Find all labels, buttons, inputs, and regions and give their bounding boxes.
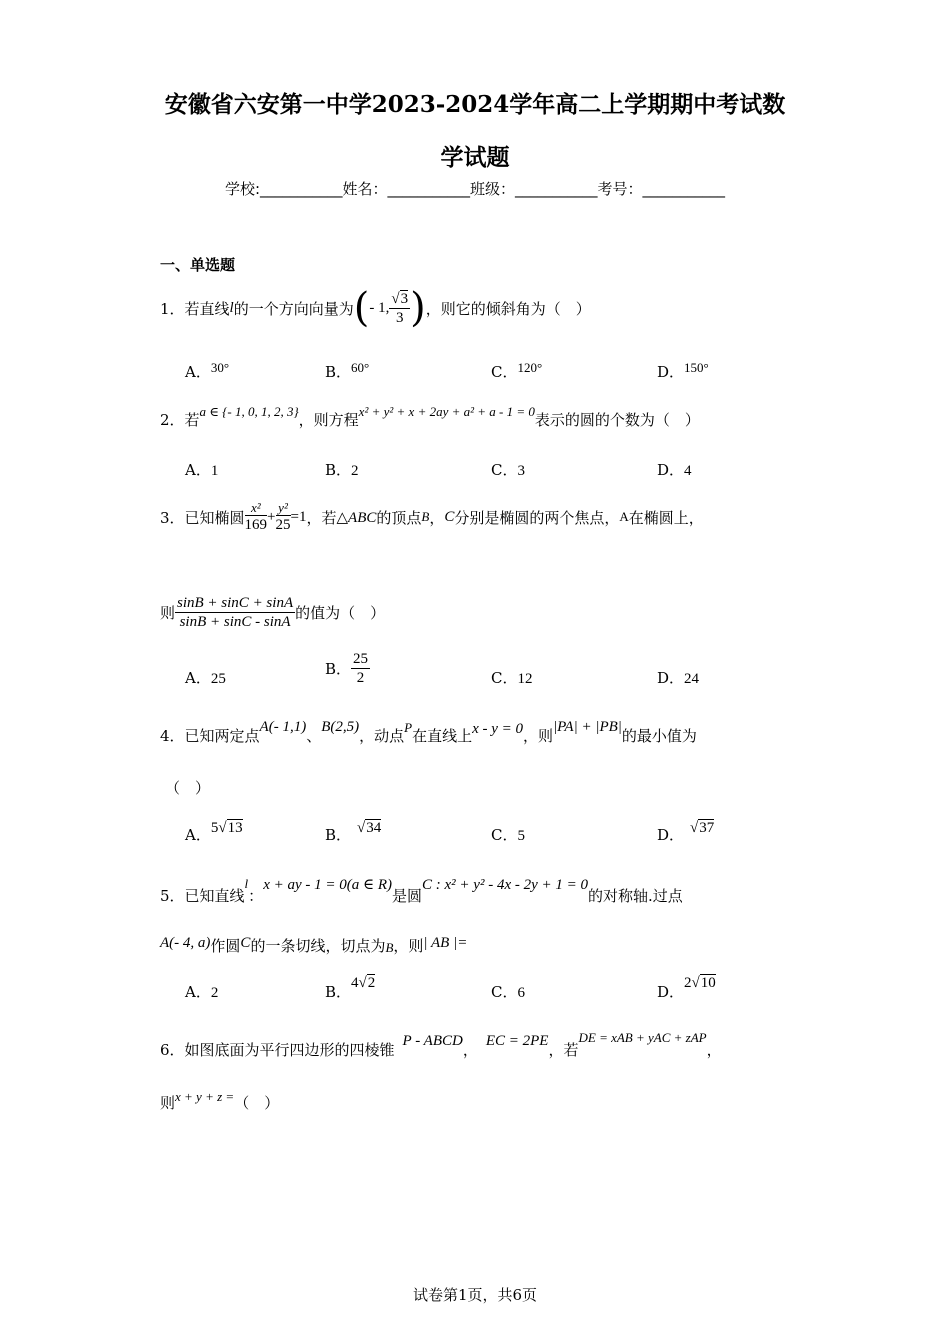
q3-option-d-label: D．	[657, 669, 685, 687]
q4-option-a-coef: 5	[210, 820, 219, 836]
q5-colon: ：	[248, 887, 264, 905]
q6-pyramid: P - ABCD	[402, 1033, 463, 1049]
q2-equation: x² + y² + x + 2ay + a² + a - 1 = 0	[358, 404, 535, 419]
q4-text-d: ，则	[523, 727, 554, 745]
q1-vector-first: - 1,	[369, 299, 390, 316]
q2-text-b: ，则方程	[298, 411, 359, 429]
q5-text-c: 的对称轴.过点	[588, 887, 683, 905]
q3-option-b-num: 25	[353, 651, 369, 667]
q5-point-b: B	[385, 940, 394, 955]
q1-option-c-label: C．	[491, 363, 518, 381]
q4-text-c: 在直线上	[412, 727, 473, 745]
q1-vector-den: 3	[395, 309, 404, 326]
q1-option-a-label: A．	[185, 363, 211, 381]
q3-option-a-value: 25	[210, 671, 226, 687]
q5-option-d-coef: 2	[684, 975, 692, 991]
q6-text-b: ，若	[548, 1041, 579, 1059]
q4-option-d: D． √37	[657, 820, 715, 844]
q3-text-d: 分别是椭圆的两个焦点，	[454, 508, 620, 527]
q5-option-d: D．2√10	[657, 975, 716, 1001]
question-1-stem	[160, 284, 591, 332]
q3-option-c-value: 12	[517, 671, 533, 687]
q3-option-a-label: A．	[185, 669, 211, 687]
q5-option-b-coef: 4	[351, 975, 359, 991]
q1-option-a	[185, 360, 229, 382]
q3-vertex-a: A	[619, 509, 629, 524]
q5-line-eq: x + ay - 1 = 0(a ∈ R)	[263, 877, 392, 893]
question-3-line-2	[160, 588, 385, 636]
q1-option-a-value: 30°	[210, 360, 230, 375]
q6-comma-2: ，	[706, 1041, 722, 1059]
title-line-2: 学试题	[440, 144, 510, 171]
q5-option-c-value: 6	[517, 985, 525, 1001]
q3-option-b	[325, 650, 370, 687]
q4-sep: 、	[306, 727, 322, 745]
q2-option-d-value: 4	[684, 463, 692, 479]
q1-text-b: 的一个方向向量为	[233, 299, 354, 318]
q4-point-b: B(2,5)	[321, 719, 360, 735]
q3-ellipse-d2: 25	[275, 517, 291, 534]
q3-ellipse-n1: x²	[245, 500, 268, 517]
q3-ratio-den: sinB + sinC - sinA	[179, 613, 291, 630]
q3-text-a: 3．已知椭圆	[160, 508, 245, 527]
q3-vertex-c: C	[444, 508, 455, 525]
q5-text-f: ，则	[393, 937, 424, 955]
q4-distance-sum: |PA| + |PB|	[553, 719, 622, 735]
q1-text-a: 1．若直线	[160, 299, 230, 318]
q3-triangle: △ABC	[336, 509, 377, 526]
q2-option-b	[325, 459, 359, 480]
q4-option-d-label: D．	[657, 826, 685, 844]
q3-then: 则	[160, 603, 176, 622]
q5-option-b-rad: 2	[367, 975, 376, 991]
q5-option-c	[491, 981, 525, 1002]
q2-option-b-value: 2	[351, 463, 359, 479]
q4-text-b: ，动点	[359, 727, 405, 745]
q3-ellipse-d1: 169	[244, 517, 268, 534]
q3-ellipse-plus: +	[267, 508, 276, 525]
q6-comma-1: ，	[462, 1041, 478, 1059]
q4-point-a: A(- 1,1)	[259, 719, 307, 735]
student-info-line: 学校:___________姓名：___________班级：___________考号：___________	[224, 180, 726, 198]
question-5-line-2	[160, 930, 467, 956]
q4-text-a: 4．已知两定点	[160, 727, 260, 745]
q4-option-c-value: 5	[517, 828, 525, 844]
q3-vertex-b: B	[421, 509, 430, 524]
q1-right-paren: )	[410, 285, 426, 331]
q5-option-a-value: 2	[210, 985, 219, 1001]
q4-option-a: A．5√13	[185, 820, 243, 844]
question-6-stem	[160, 1028, 722, 1060]
q6-text-a: 6．如图底面为平行四边形的四棱锥	[160, 1041, 395, 1059]
q1-option-d-label: D．	[657, 363, 685, 381]
q1-line-symbol: l	[229, 299, 234, 316]
q4-option-c-label: C．	[491, 826, 518, 844]
q3-text-e: 在椭圆上，	[628, 508, 704, 527]
q1-vector-num: 3	[400, 290, 409, 307]
q1-option-b-value: 60°	[351, 360, 370, 375]
q3-ellipse-n2: y²	[276, 500, 291, 517]
q5-option-d-label: D．	[657, 983, 685, 1001]
q3-ratio-num: sinB + sinC + sinA	[177, 594, 294, 611]
q1-vector-fraction: $\frac{√3}{3}$	[391, 290, 409, 326]
q4-line-eq: x - y = 0	[472, 721, 524, 737]
q2-option-a	[185, 459, 218, 480]
q3-option-d-value: 24	[684, 671, 700, 687]
q2-option-a-label: A．	[185, 461, 211, 479]
q2-option-c-label: C．	[491, 461, 518, 479]
q5-text-e: 的一条切线，切点为	[250, 937, 386, 955]
q4-line-2: （ ）	[165, 779, 211, 797]
q5-option-c-label: C．	[491, 983, 518, 1001]
q3-option-b-den: 2	[356, 670, 365, 686]
question-4-stem	[160, 712, 697, 746]
q2-option-d	[657, 459, 692, 480]
q1-option-d-value: 150°	[684, 360, 709, 375]
q3-option-b-label: B．	[325, 660, 352, 678]
q4-option-d-rad: 37	[699, 820, 715, 836]
q5-point-a: A(- 4, a)	[160, 935, 211, 951]
q3-option-b-fraction	[351, 650, 370, 687]
q3-option-c-label: C．	[491, 669, 518, 687]
q4-option-b: B． √34	[325, 820, 382, 844]
q3-text-f: 的值为（ ）	[295, 603, 386, 622]
q5-ab-length: | AB |=	[423, 935, 468, 951]
q2-option-d-label: D．	[657, 461, 685, 479]
q3-option-c	[491, 667, 532, 688]
q1-option-b-label: B．	[325, 363, 352, 381]
q3-option-a	[185, 667, 226, 688]
q1-option-b	[325, 360, 369, 382]
q3-ratio	[175, 594, 295, 631]
q2-option-c-value: 3	[517, 463, 525, 479]
q4-option-b-rad: 34	[366, 820, 382, 836]
q5-circle-eq: C : x² + y² - 4x - 2y + 1 = 0	[422, 877, 588, 893]
q5-text-b: 是圆	[392, 887, 423, 905]
q4-option-a-label: A．	[185, 826, 211, 844]
q1-option-c-value: 120°	[517, 360, 543, 375]
q6-vector-eq: DE = xAB + yAC + zAP	[578, 1030, 707, 1045]
page-footer: 试卷第1页，共6页	[412, 1286, 538, 1304]
q3-text-c: 的顶点	[376, 508, 422, 527]
q6-paren: （ ）	[234, 1094, 280, 1112]
q3-ellipse-frac-1	[245, 500, 268, 535]
q3-ellipse-frac-2	[276, 500, 291, 535]
q5-option-b-label: B．	[325, 983, 352, 1001]
question-6-line-2	[160, 1087, 279, 1113]
q3-comma: ，	[429, 508, 445, 527]
q2-option-c	[491, 459, 525, 480]
q4-option-c	[491, 824, 525, 845]
q3-option-d	[657, 667, 699, 688]
q2-text-c: 表示的圆的个数为（ ）	[534, 411, 700, 429]
q5-option-b: B．4√2	[325, 975, 376, 1001]
q5-text-d: 作圆	[210, 937, 241, 955]
q1-text-c: ，则它的倾斜角为（ ）	[425, 299, 591, 318]
question-3-stem	[160, 493, 704, 541]
q6-ec-eq: EC = 2PE	[485, 1033, 549, 1049]
q6-sum: x + y + z =	[175, 1089, 235, 1104]
q2-option-b-label: B．	[325, 461, 352, 479]
q1-option-d	[657, 360, 709, 382]
q1-option-c	[491, 360, 542, 382]
q3-ellipse-eq: =1	[290, 508, 307, 525]
q5-option-a-label: A．	[185, 983, 211, 1001]
q5-text-a: 5．已知直线	[160, 887, 245, 905]
question-2-stem	[160, 400, 700, 430]
q5-option-d-rad: 10	[700, 975, 716, 991]
q5-circle-c: C	[240, 935, 251, 951]
q3-text-b: ，若	[306, 508, 337, 527]
q2-set-expression: a ∈ {- 1, 0, 1, 2, 3}	[199, 404, 299, 419]
section-heading: 一、单选题	[160, 256, 236, 274]
q5-option-a	[185, 981, 218, 1002]
q2-option-a-value: 1	[210, 463, 219, 479]
question-5-stem	[160, 870, 683, 906]
q4-option-b-label: B．	[325, 826, 352, 844]
q5-line-symbol: l	[244, 876, 249, 891]
q4-point-p: P	[404, 720, 413, 735]
q1-left-paren: (	[353, 285, 370, 331]
title-line-1: 安徽省六安第一中学2023-2024学年高二上学期期中考试数	[164, 91, 786, 118]
q4-option-a-rad: 13	[227, 820, 243, 836]
q2-text-a: 2．若	[160, 411, 200, 429]
q6-then: 则	[160, 1094, 176, 1112]
q4-text-e: 的最小值为	[621, 727, 697, 745]
